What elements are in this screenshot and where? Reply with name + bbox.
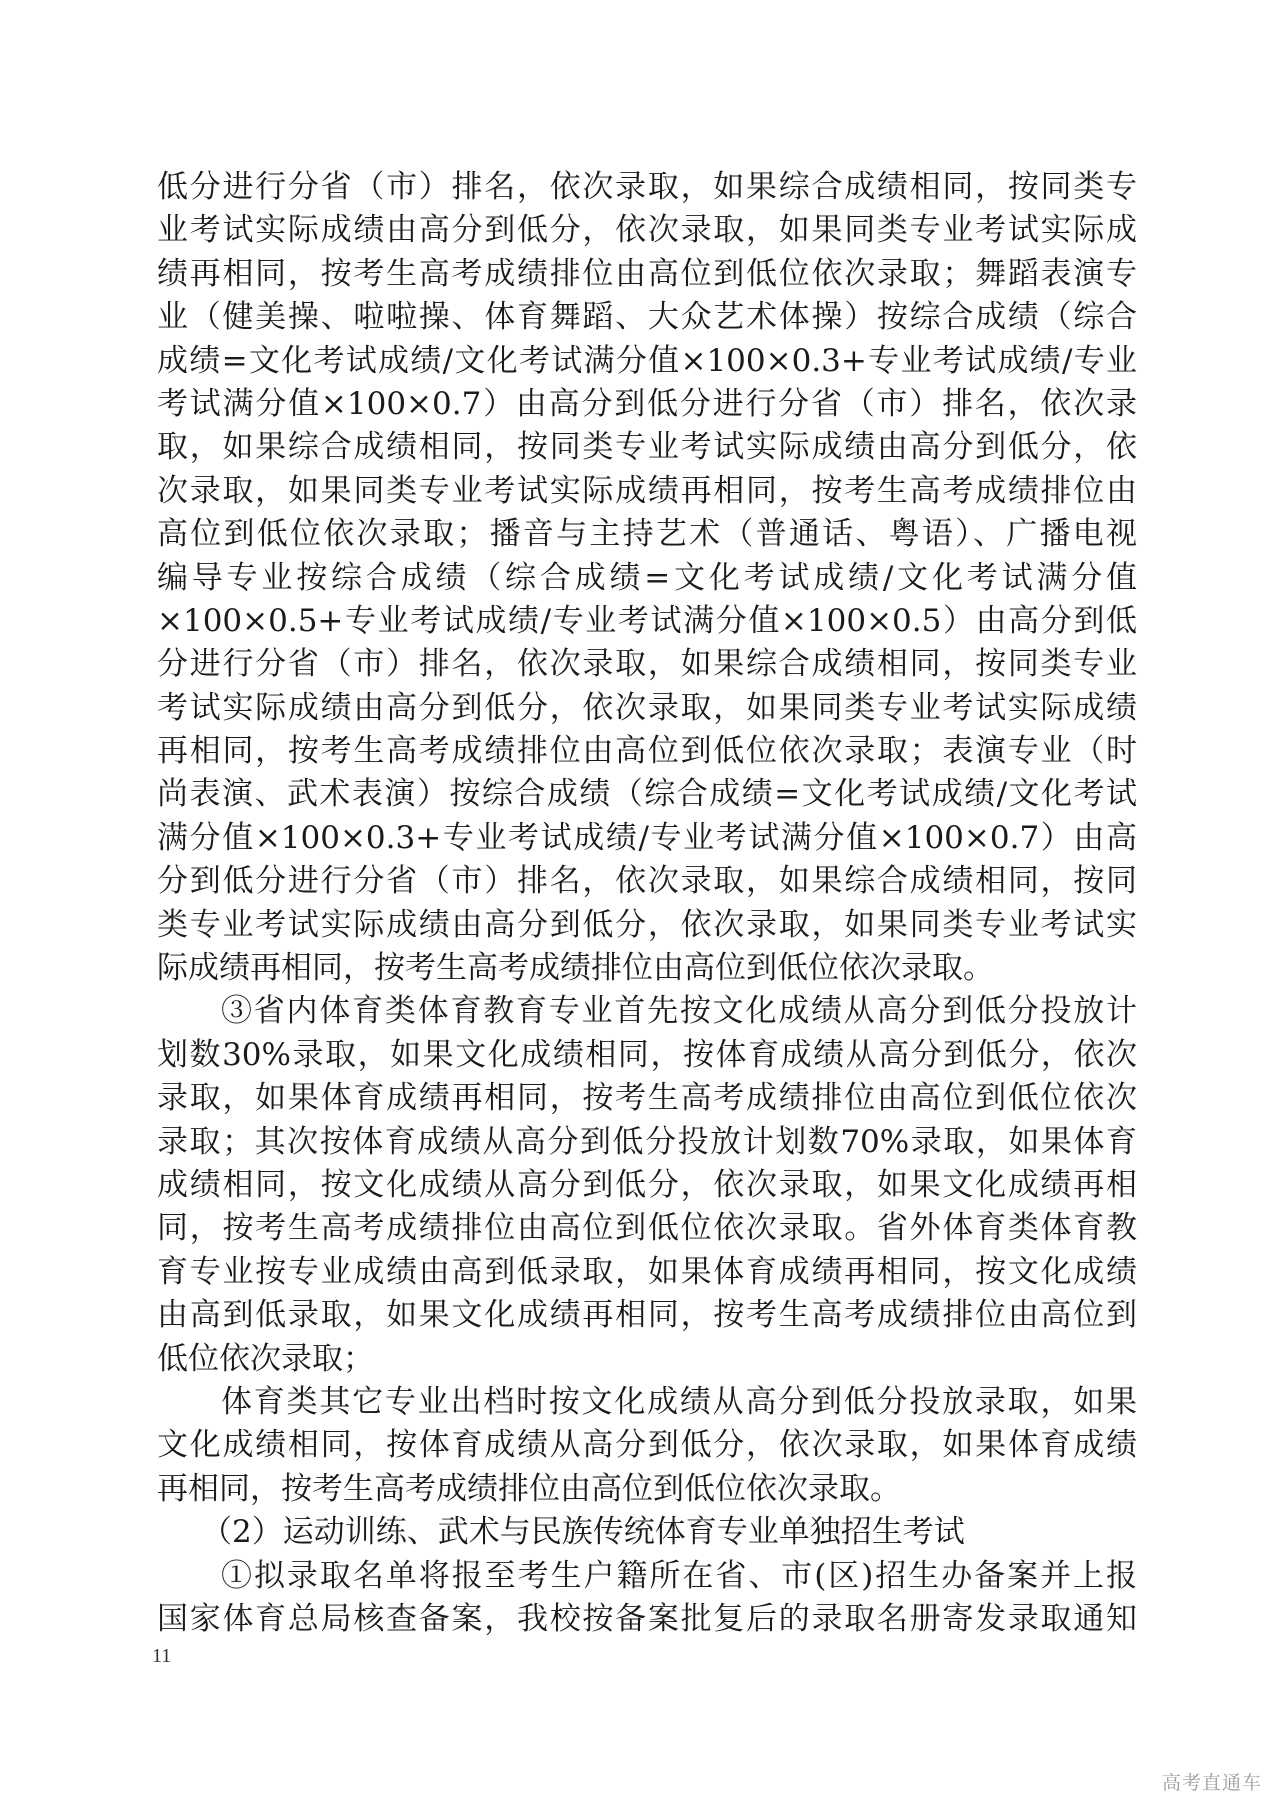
text-line: 分进行分省（市）排名，依次录取，如果综合成绩相同，按同类专业 [157, 646, 1137, 683]
text-line: 考试实际成绩由高分到低分，依次录取，如果同类专业考试实际成绩 [157, 689, 1137, 726]
text-line: 际成绩再相同，按考生高考成绩排位由高位到低位依次录取。 [157, 950, 994, 987]
paragraph-start-line: ③省内体育类体育教育专业首先按文化成绩从高分到低分投放计 [221, 993, 1137, 1030]
text-line: 满分值×100×0.3+专业考试成绩/专业考试满分值×100×0.7）由高 [157, 819, 1137, 856]
page-number: 11 [152, 1645, 172, 1667]
text-line: 低分进行分省（市）排名，依次录取，如果综合成绩相同，按同类专 [157, 169, 1137, 205]
text-line: 分到低分进行分省（市）排名，依次录取，如果综合成绩相同，按同 [157, 863, 1137, 900]
paragraph-start-line: ①拟录取名单将报至考生户籍所在省、市(区)招生办备案并上报 [221, 1557, 1137, 1594]
text-line: 低位依次录取； [157, 1340, 374, 1377]
text-line: 高位到低位依次录取；播音与主持艺术（普通话、粤语）、广播电视 [157, 516, 1137, 553]
watermark-text: 高考直通车 [1161, 1772, 1262, 1794]
text-line: ×100×0.5+专业考试成绩/专业考试满分值×100×0.5）由高分到低 [157, 602, 1137, 639]
text-line: 成绩=文化考试成绩/文化考试满分值×100×0.3+专业考试成绩/专业 [157, 342, 1137, 379]
text-line: 类专业考试实际成绩由高分到低分，依次录取，如果同类专业考试实 [157, 906, 1137, 943]
text-line: 次录取，如果同类专业考试实际成绩再相同，按考生高考成绩排位由 [157, 472, 1137, 509]
text-line: 由高到低录取，如果文化成绩再相同，按考生高考成绩排位由高位到 [157, 1297, 1137, 1334]
text-line: 绩再相同，按考生高考成绩排位由高位到低位依次录取；舞蹈表演专 [157, 255, 1137, 292]
text-line: 国家体育总局核查备案，我校按备案批复后的录取名册寄发录取通知 [157, 1600, 1137, 1637]
text-line: 考试满分值×100×0.7）由高分到低分进行分省（市）排名，依次录 [157, 385, 1137, 422]
text-line: 录取；其次按体育成绩从高分到低分投放计划数70%录取，如果体育 [157, 1123, 1137, 1160]
text-line: 取，如果综合成绩相同，按同类专业考试实际成绩由高分到低分，依 [157, 429, 1137, 466]
section-heading: （2）运动训练、武术与民族传统体育专业单独招生考试 [201, 1514, 965, 1551]
text-line: 划数30%录取，如果文化成绩相同，按体育成绩从高分到低分，依次 [157, 1036, 1137, 1073]
text-line: 再相同，按考生高考成绩排位由高位到低位依次录取。 [157, 1470, 901, 1507]
text-line: 成绩相同，按文化成绩从高分到低分，依次录取，如果文化成绩再相 [157, 1166, 1137, 1203]
text-line: 业（健美操、啦啦操、体育舞蹈、大众艺术体操）按综合成绩（综合 [157, 299, 1137, 336]
text-line: 尚表演、武术表演）按综合成绩（综合成绩=文化考试成绩/文化考试 [157, 776, 1137, 813]
text-line: 录取，如果体育成绩再相同，按考生高考成绩排位由高位到低位依次 [157, 1080, 1137, 1117]
text-line: 再相同，按考生高考成绩排位由高位到低位依次录取；表演专业（时 [157, 733, 1137, 770]
body-text [157, 166, 1137, 1641]
paragraph-start-line: 体育类其它专业出档时按文化成绩从高分到低分投放录取，如果 [221, 1383, 1137, 1420]
text-line: 文化成绩相同，按体育成绩从高分到低分，依次录取，如果体育成绩 [157, 1427, 1137, 1464]
text-line: 业考试实际成绩由高分到低分，依次录取，如果同类专业考试实际成 [157, 212, 1137, 249]
text-line: 同，按考生高考成绩排位由高位到低位依次录取。省外体育类体育教 [157, 1210, 1137, 1247]
text-line: 编导专业按综合成绩（综合成绩=文化考试成绩/文化考试满分值 [157, 559, 1137, 596]
text-line: 育专业按专业成绩由高到低录取，如果体育成绩再相同，按文化成绩 [157, 1253, 1137, 1290]
